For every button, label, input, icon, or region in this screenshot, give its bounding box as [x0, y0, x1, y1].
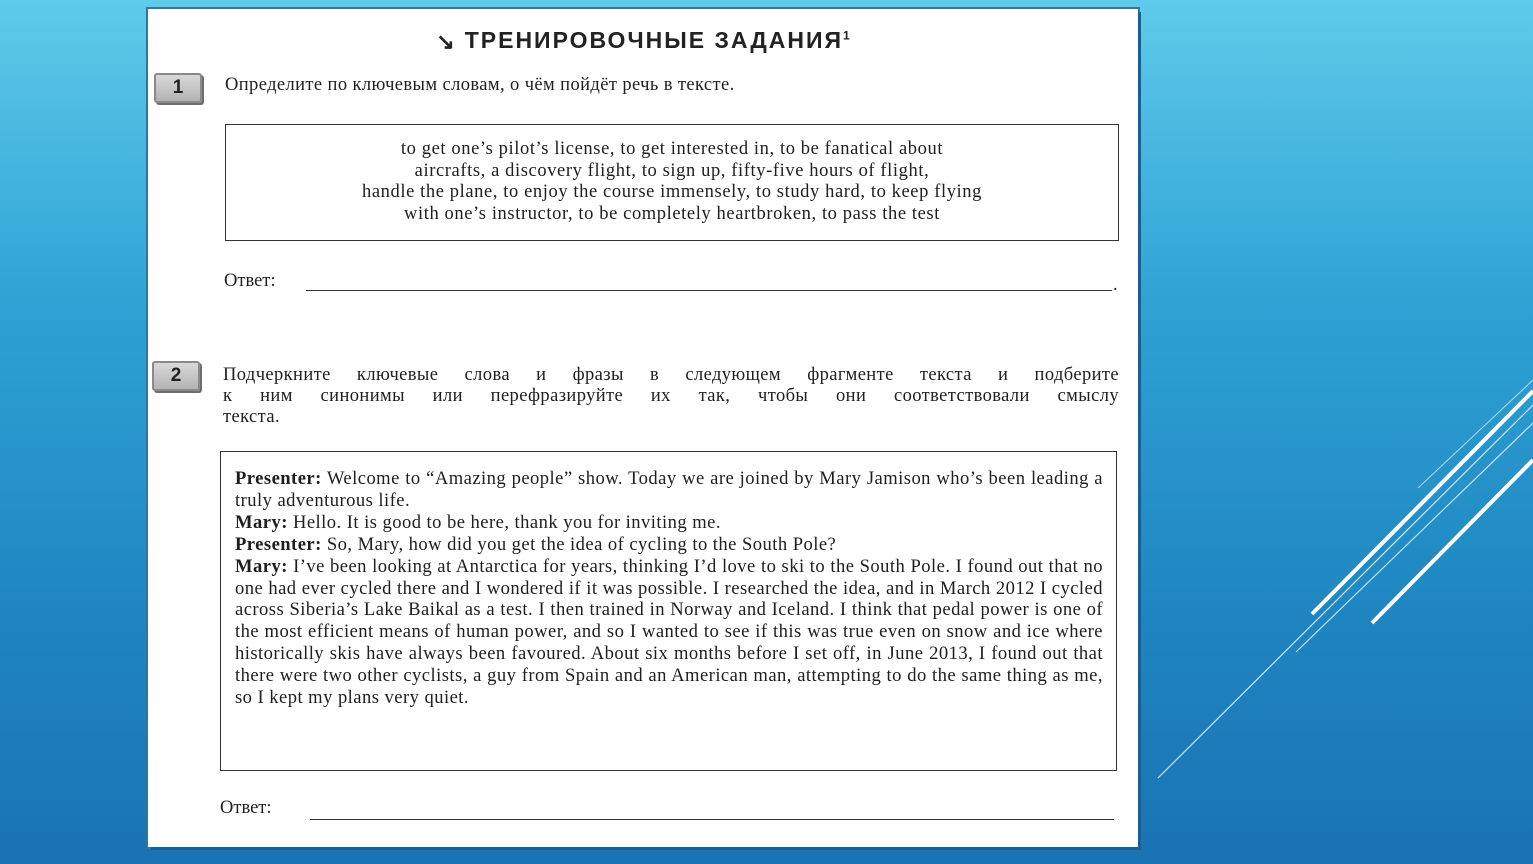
- title-text: ТРЕНИРОВОЧНЫЕ ЗАДАНИЯ: [464, 27, 844, 53]
- dialogue-turn: [235, 534, 1103, 556]
- speaker-text: Welcome to “Amazing people” show. Today we are joined by Mary Jamison who’s been leading a truly adventurous life.: [235, 468, 1103, 511]
- dialogue-turn: [235, 468, 1103, 512]
- speaker-name: Presenter:: [235, 468, 322, 489]
- task-1-answer-label: Ответ:: [224, 271, 276, 291]
- speaker-text: So, Mary, how did you get the idea of cycling to the South Pole?: [326, 533, 837, 555]
- keyword-line: to get one’s pilot’s license, to get interested in, to be fanatical about: [400, 139, 944, 159]
- title-footnote: 1: [843, 28, 850, 43]
- keyword-line: aircrafts, a discovery flight, to sign up, fifty-five hours of flight,: [414, 160, 930, 181]
- task-1-keyword-box: [225, 124, 1119, 241]
- task-2-answer-line[interactable]: [310, 819, 1114, 820]
- keyword-line: with one’s instructor, to be completely heartbroken, to pass the test: [404, 203, 940, 224]
- task-1-badge: 1: [154, 73, 202, 103]
- task-1-answer-period: .: [1113, 275, 1118, 295]
- instruction-line: текста.: [223, 407, 280, 427]
- keyword-line: handle the plane, to enjoy the course immensely, to study hard, to keep flying: [362, 182, 982, 202]
- speaker-name: Mary:: [235, 511, 288, 533]
- task-2-badge: 2: [152, 361, 200, 391]
- task-2-instruction: [223, 365, 1119, 428]
- dialogue-turn: [235, 556, 1103, 709]
- worksheet-page: [148, 9, 1138, 847]
- instruction-line: к ним синонимы или перефразируйте их так, чтобы они соответствовали смыслу: [223, 386, 1119, 406]
- instruction-line: Подчеркните ключевые слова и фразы в следующем фрагменте текста и подберите: [223, 365, 1119, 385]
- dialogue-turn: [235, 512, 1103, 534]
- speaker-name: Presenter:: [235, 533, 322, 555]
- worksheet-title: [148, 27, 1138, 54]
- task-1-answer-line[interactable]: [306, 290, 1112, 291]
- task-1-instruction: Определите по ключевым словам, о чём пойдёт речь в тексте.: [225, 75, 735, 95]
- speaker-text: Hello. It is good to be here, thank you for inviting me.: [292, 511, 721, 533]
- arrow-down-right-icon: ↘: [436, 29, 457, 54]
- speaker-name: Mary:: [235, 555, 288, 577]
- task-2-dialogue-box: [220, 451, 1117, 771]
- speaker-text: I’ve been looking at Antarctica for years, thinking I’d love to ski to the South Pole. I found out that no one had ever cycled there and I wondered if it was possible. I researched the idea, and in March 2012 I cycled across Siberia’s Lake Baikal as a test. I then trained in Norway and Iceland. I think that pedal power is one of the most efficient means of human power, and so I wanted to see if this was true even on snow and ice where historically skis have always been favoured. About six months before I set off, in June 2013, I found out that there were two other cyclists, a guy from Spain and an American man, attempting to do the same thing as me, so I kept my plans very quiet.: [235, 555, 1103, 709]
- task-2-answer-label: Ответ:: [220, 798, 272, 818]
